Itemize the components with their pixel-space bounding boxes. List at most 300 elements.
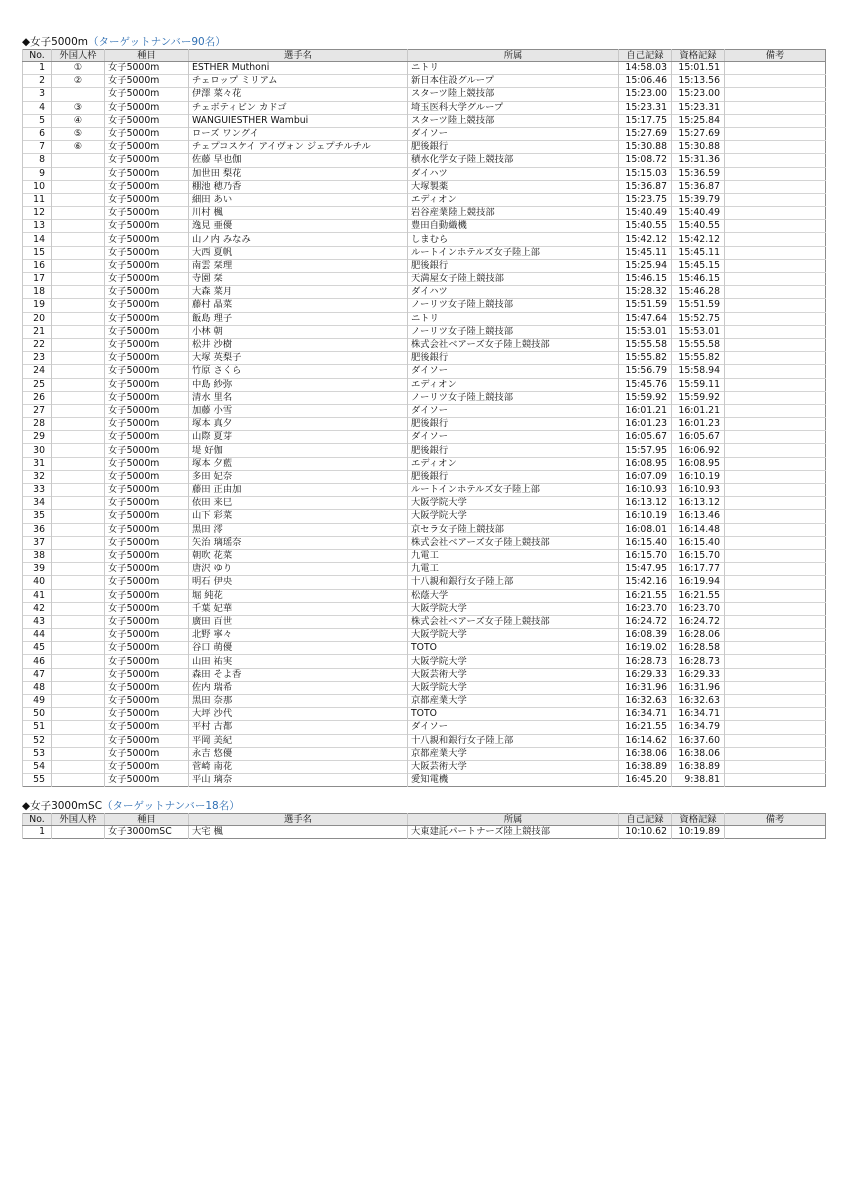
cell-athlete-name: ローズ ワングイ bbox=[189, 127, 408, 140]
cell-personal-best: 16:32.63 bbox=[619, 695, 672, 708]
cell-affiliation: 京セラ女子陸上競技部 bbox=[408, 523, 619, 536]
cell-event: 女子5000m bbox=[105, 655, 189, 668]
cell-qualifying-record: 15:45.11 bbox=[672, 246, 725, 259]
cell-qualifying-record: 16:13.46 bbox=[672, 510, 725, 523]
cell-affiliation: 大阪芸術大学 bbox=[408, 760, 619, 773]
table-body bbox=[23, 826, 826, 839]
cell-personal-best: 15:53.01 bbox=[619, 325, 672, 338]
cell-no: 39 bbox=[23, 563, 52, 576]
cell-event: 女子5000m bbox=[105, 549, 189, 562]
cell-athlete-name: 伊澤 菜々花 bbox=[189, 88, 408, 101]
cell-foreign-slot bbox=[52, 721, 105, 734]
cell-affiliation: ニトリ bbox=[408, 312, 619, 325]
table-row bbox=[23, 273, 826, 286]
cell-notes bbox=[725, 576, 826, 589]
table-row bbox=[23, 695, 826, 708]
cell-affiliation: スターツ陸上競技部 bbox=[408, 88, 619, 101]
table-row bbox=[23, 233, 826, 246]
cell-qualifying-record: 16:14.48 bbox=[672, 523, 725, 536]
cell-affiliation: 九電工 bbox=[408, 563, 619, 576]
cell-no: 1 bbox=[23, 62, 52, 75]
cell-athlete-name: 小林 朝 bbox=[189, 325, 408, 338]
table-row bbox=[23, 101, 826, 114]
cell-event: 女子5000m bbox=[105, 114, 189, 127]
cell-affiliation: ダイソー bbox=[408, 365, 619, 378]
cell-notes bbox=[725, 391, 826, 404]
cell-no: 20 bbox=[23, 312, 52, 325]
cell-affiliation: 大阪学院大学 bbox=[408, 602, 619, 615]
cell-foreign-slot bbox=[52, 615, 105, 628]
cell-event: 女子5000m bbox=[105, 681, 189, 694]
cell-notes bbox=[725, 207, 826, 220]
section-title bbox=[22, 36, 826, 49]
cell-event: 女子5000m bbox=[105, 497, 189, 510]
cell-personal-best: 16:21.55 bbox=[619, 589, 672, 602]
cell-event: 女子5000m bbox=[105, 523, 189, 536]
cell-event: 女子5000m bbox=[105, 127, 189, 140]
cell-athlete-name: 北野 寧々 bbox=[189, 629, 408, 642]
cell-athlete-name: 南雲 栞理 bbox=[189, 259, 408, 272]
cell-event: 女子5000m bbox=[105, 457, 189, 470]
table-row bbox=[23, 62, 826, 75]
cell-event: 女子5000m bbox=[105, 167, 189, 180]
table-row bbox=[23, 681, 826, 694]
cell-affiliation: ニトリ bbox=[408, 62, 619, 75]
cell-notes bbox=[725, 589, 826, 602]
cell-notes bbox=[725, 747, 826, 760]
cell-personal-best: 15:46.15 bbox=[619, 273, 672, 286]
cell-notes bbox=[725, 404, 826, 417]
cell-no: 2 bbox=[23, 75, 52, 88]
cell-foreign-slot: ⑤ bbox=[52, 127, 105, 140]
cell-event: 女子5000m bbox=[105, 62, 189, 75]
table-header-row bbox=[23, 50, 826, 62]
cell-event: 女子5000m bbox=[105, 760, 189, 773]
cell-athlete-name: 平村 古都 bbox=[189, 721, 408, 734]
table-row bbox=[23, 563, 826, 576]
cell-no: 54 bbox=[23, 760, 52, 773]
cell-qualifying-record: 16:38.89 bbox=[672, 760, 725, 773]
cell-affiliation: ダイソー bbox=[408, 431, 619, 444]
cell-event: 女子5000m bbox=[105, 141, 189, 154]
cell-personal-best: 15:51.59 bbox=[619, 299, 672, 312]
cell-qualifying-record: 15:13.56 bbox=[672, 75, 725, 88]
cell-athlete-name: 廣田 百世 bbox=[189, 615, 408, 628]
cell-event: 女子5000m bbox=[105, 325, 189, 338]
cell-notes bbox=[725, 668, 826, 681]
cell-qualifying-record: 16:13.12 bbox=[672, 497, 725, 510]
cell-no: 29 bbox=[23, 431, 52, 444]
cell-affiliation: 十八親和銀行女子陸上部 bbox=[408, 734, 619, 747]
cell-no: 46 bbox=[23, 655, 52, 668]
table-row bbox=[23, 576, 826, 589]
cell-personal-best: 16:23.70 bbox=[619, 602, 672, 615]
cell-affiliation: エディオン bbox=[408, 193, 619, 206]
cell-qualifying-record: 15:36.87 bbox=[672, 180, 725, 193]
cell-event: 女子5000m bbox=[105, 589, 189, 602]
cell-qualifying-record: 16:10.93 bbox=[672, 484, 725, 497]
cell-foreign-slot bbox=[52, 352, 105, 365]
cell-personal-best: 16:10.93 bbox=[619, 484, 672, 497]
cell-personal-best: 15:17.75 bbox=[619, 114, 672, 127]
cell-no: 1 bbox=[23, 826, 52, 839]
cell-event: 女子5000m bbox=[105, 365, 189, 378]
cell-personal-best: 15:36.87 bbox=[619, 180, 672, 193]
cell-affiliation: 九電工 bbox=[408, 549, 619, 562]
cell-athlete-name: 黒田 澪 bbox=[189, 523, 408, 536]
cell-athlete-name: 山田 祐実 bbox=[189, 655, 408, 668]
cell-no: 4 bbox=[23, 101, 52, 114]
cell-event: 女子5000m bbox=[105, 246, 189, 259]
cell-qualifying-record: 15:30.88 bbox=[672, 141, 725, 154]
target-number-note: （ターゲットナンバー90名） bbox=[88, 36, 226, 48]
cell-notes bbox=[725, 549, 826, 562]
cell-personal-best: 15:45.76 bbox=[619, 378, 672, 391]
cell-qualifying-record: 15:59.92 bbox=[672, 391, 725, 404]
cell-foreign-slot bbox=[52, 378, 105, 391]
table-row bbox=[23, 708, 826, 721]
table-row bbox=[23, 141, 826, 154]
cell-no: 42 bbox=[23, 602, 52, 615]
cell-event: 女子5000m bbox=[105, 259, 189, 272]
cell-qualifying-record: 16:10.19 bbox=[672, 470, 725, 483]
table-row bbox=[23, 378, 826, 391]
cell-personal-best: 16:01.23 bbox=[619, 418, 672, 431]
cell-qualifying-record: 15:59.11 bbox=[672, 378, 725, 391]
cell-foreign-slot bbox=[52, 418, 105, 431]
cell-qualifying-record: 15:58.94 bbox=[672, 365, 725, 378]
cell-affiliation: 肥後銀行 bbox=[408, 470, 619, 483]
cell-qualifying-record: 15:40.49 bbox=[672, 207, 725, 220]
cell-foreign-slot bbox=[52, 180, 105, 193]
cell-affiliation: ノーリツ女子陸上競技部 bbox=[408, 299, 619, 312]
cell-affiliation: 大阪学院大学 bbox=[408, 497, 619, 510]
table-row bbox=[23, 246, 826, 259]
cell-notes bbox=[725, 523, 826, 536]
cell-personal-best: 16:05.67 bbox=[619, 431, 672, 444]
cell-no: 33 bbox=[23, 484, 52, 497]
cell-foreign-slot bbox=[52, 563, 105, 576]
cell-affiliation: 大阪学院大学 bbox=[408, 681, 619, 694]
table-row bbox=[23, 88, 826, 101]
cell-affiliation: エディオン bbox=[408, 457, 619, 470]
cell-foreign-slot bbox=[52, 510, 105, 523]
cell-foreign-slot bbox=[52, 589, 105, 602]
cell-athlete-name: 塚本 真夕 bbox=[189, 418, 408, 431]
cell-no: 50 bbox=[23, 708, 52, 721]
table-row bbox=[23, 352, 826, 365]
cell-qualifying-record: 16:15.40 bbox=[672, 536, 725, 549]
cell-affiliation: 大東建託パートナーズ陸上競技部 bbox=[408, 826, 619, 839]
cell-no: 3 bbox=[23, 88, 52, 101]
cell-event: 女子5000m bbox=[105, 444, 189, 457]
cell-athlete-name: チェボティビン カドゴ bbox=[189, 101, 408, 114]
cell-foreign-slot bbox=[52, 273, 105, 286]
cell-notes bbox=[725, 484, 826, 497]
cell-qualifying-record: 16:08.95 bbox=[672, 457, 725, 470]
cell-personal-best: 16:21.55 bbox=[619, 721, 672, 734]
cell-foreign-slot: ③ bbox=[52, 101, 105, 114]
cell-notes bbox=[725, 312, 826, 325]
cell-foreign-slot bbox=[52, 523, 105, 536]
cell-personal-best: 15:42.12 bbox=[619, 233, 672, 246]
cell-athlete-name: 朝吹 花菜 bbox=[189, 549, 408, 562]
table-row bbox=[23, 536, 826, 549]
cell-foreign-slot bbox=[52, 233, 105, 246]
cell-notes bbox=[725, 193, 826, 206]
cell-notes bbox=[725, 75, 826, 88]
cell-personal-best: 15:59.92 bbox=[619, 391, 672, 404]
cell-affiliation: 肥後銀行 bbox=[408, 352, 619, 365]
header-foreign: 外国人枠 bbox=[52, 814, 105, 826]
cell-event: 女子5000m bbox=[105, 747, 189, 760]
cell-no: 48 bbox=[23, 681, 52, 694]
cell-notes bbox=[725, 101, 826, 114]
cell-no: 51 bbox=[23, 721, 52, 734]
cell-notes bbox=[725, 629, 826, 642]
cell-qualifying-record: 15:40.55 bbox=[672, 220, 725, 233]
cell-event: 女子5000m bbox=[105, 220, 189, 233]
cell-qualifying-record: 15:55.58 bbox=[672, 338, 725, 351]
cell-event: 女子5000m bbox=[105, 668, 189, 681]
cell-notes bbox=[725, 352, 826, 365]
cell-qualifying-record: 16:01.23 bbox=[672, 418, 725, 431]
cell-personal-best: 15:25.94 bbox=[619, 259, 672, 272]
cell-foreign-slot bbox=[52, 88, 105, 101]
cell-qualifying-record: 15:01.51 bbox=[672, 62, 725, 75]
table-row bbox=[23, 602, 826, 615]
cell-no: 14 bbox=[23, 233, 52, 246]
cell-qualifying-record: 16:06.92 bbox=[672, 444, 725, 457]
cell-personal-best: 16:10.19 bbox=[619, 510, 672, 523]
cell-personal-best: 15:08.72 bbox=[619, 154, 672, 167]
cell-qualifying-record: 16:38.06 bbox=[672, 747, 725, 760]
cell-no: 34 bbox=[23, 497, 52, 510]
cell-affiliation: 天満屋女子陸上競技部 bbox=[408, 273, 619, 286]
table-row bbox=[23, 325, 826, 338]
cell-no: 35 bbox=[23, 510, 52, 523]
cell-affiliation: しまむら bbox=[408, 233, 619, 246]
cell-event: 女子5000m bbox=[105, 101, 189, 114]
cell-qualifying-record: 16:01.21 bbox=[672, 404, 725, 417]
entry-table bbox=[22, 49, 826, 787]
cell-qualifying-record: 16:28.58 bbox=[672, 642, 725, 655]
cell-notes bbox=[725, 681, 826, 694]
cell-athlete-name: WANGUIESTHER Wambui bbox=[189, 114, 408, 127]
cell-event: 女子5000m bbox=[105, 431, 189, 444]
cell-no: 17 bbox=[23, 273, 52, 286]
cell-event: 女子5000m bbox=[105, 273, 189, 286]
cell-notes bbox=[725, 602, 826, 615]
cell-foreign-slot: ② bbox=[52, 75, 105, 88]
header-no: No. bbox=[23, 50, 52, 62]
cell-foreign-slot bbox=[52, 338, 105, 351]
cell-affiliation: ノーリツ女子陸上競技部 bbox=[408, 325, 619, 338]
cell-foreign-slot bbox=[52, 826, 105, 839]
table-row bbox=[23, 721, 826, 734]
cell-qualifying-record: 15:45.15 bbox=[672, 259, 725, 272]
cell-qualifying-record: 15:42.12 bbox=[672, 233, 725, 246]
cell-no: 26 bbox=[23, 391, 52, 404]
cell-event: 女子5000m bbox=[105, 75, 189, 88]
cell-athlete-name: 加藤 小雪 bbox=[189, 404, 408, 417]
cell-notes bbox=[725, 431, 826, 444]
table-row bbox=[23, 312, 826, 325]
table-row bbox=[23, 180, 826, 193]
table-row bbox=[23, 826, 826, 839]
table-row bbox=[23, 154, 826, 167]
cell-athlete-name: 藤村 晶菜 bbox=[189, 299, 408, 312]
cell-event: 女子5000m bbox=[105, 642, 189, 655]
table-body bbox=[23, 62, 826, 787]
cell-foreign-slot bbox=[52, 246, 105, 259]
cell-foreign-slot bbox=[52, 642, 105, 655]
cell-qualifying-record: 15:53.01 bbox=[672, 325, 725, 338]
cell-affiliation: ノーリツ女子陸上競技部 bbox=[408, 391, 619, 404]
header-no: No. bbox=[23, 814, 52, 826]
table-row bbox=[23, 365, 826, 378]
cell-foreign-slot bbox=[52, 497, 105, 510]
cell-affiliation: ルートインホテルズ女子陸上部 bbox=[408, 246, 619, 259]
cell-athlete-name: チェロップ ミリアム bbox=[189, 75, 408, 88]
cell-affiliation: 積水化学女子陸上競技部 bbox=[408, 154, 619, 167]
cell-personal-best: 15:55.58 bbox=[619, 338, 672, 351]
cell-event: 女子5000m bbox=[105, 484, 189, 497]
table-row bbox=[23, 391, 826, 404]
cell-athlete-name: 矢治 璃瑶奈 bbox=[189, 536, 408, 549]
cell-event: 女子5000m bbox=[105, 563, 189, 576]
table-row bbox=[23, 734, 826, 747]
cell-no: 45 bbox=[23, 642, 52, 655]
table-row bbox=[23, 286, 826, 299]
entry-table bbox=[22, 813, 826, 839]
cell-qualifying-record: 15:23.31 bbox=[672, 101, 725, 114]
target-number-note: （ターゲットナンバー18名） bbox=[102, 800, 240, 812]
cell-affiliation: ルートインホテルズ女子陸上部 bbox=[408, 484, 619, 497]
cell-athlete-name: 平岡 美紀 bbox=[189, 734, 408, 747]
cell-no: 18 bbox=[23, 286, 52, 299]
cell-event: 女子5000m bbox=[105, 721, 189, 734]
cell-athlete-name: 大坪 沙代 bbox=[189, 708, 408, 721]
cell-foreign-slot bbox=[52, 286, 105, 299]
cell-event: 女子5000m bbox=[105, 615, 189, 628]
cell-no: 22 bbox=[23, 338, 52, 351]
table-row bbox=[23, 668, 826, 681]
cell-personal-best: 15:40.49 bbox=[619, 207, 672, 220]
cell-qualifying-record: 16:05.67 bbox=[672, 431, 725, 444]
section-title-text: ◆女子5000m bbox=[22, 36, 89, 48]
cell-foreign-slot bbox=[52, 708, 105, 721]
cell-athlete-name: 中島 紗弥 bbox=[189, 378, 408, 391]
cell-no: 15 bbox=[23, 246, 52, 259]
cell-notes bbox=[725, 760, 826, 773]
table-row bbox=[23, 193, 826, 206]
cell-athlete-name: 逸見 亜優 bbox=[189, 220, 408, 233]
cell-event: 女子5000m bbox=[105, 536, 189, 549]
cell-foreign-slot bbox=[52, 259, 105, 272]
cell-personal-best: 16:19.02 bbox=[619, 642, 672, 655]
cell-no: 55 bbox=[23, 774, 52, 787]
table-row bbox=[23, 589, 826, 602]
cell-event: 女子5000m bbox=[105, 470, 189, 483]
cell-personal-best: 16:08.95 bbox=[619, 457, 672, 470]
cell-notes bbox=[725, 497, 826, 510]
cell-event: 女子5000m bbox=[105, 193, 189, 206]
cell-qualifying-record: 15:25.84 bbox=[672, 114, 725, 127]
cell-personal-best: 16:01.21 bbox=[619, 404, 672, 417]
cell-personal-best: 15:45.11 bbox=[619, 246, 672, 259]
cell-event: 女子5000m bbox=[105, 602, 189, 615]
cell-affiliation: 肥後銀行 bbox=[408, 259, 619, 272]
cell-athlete-name: 清水 里名 bbox=[189, 391, 408, 404]
cell-foreign-slot bbox=[52, 220, 105, 233]
cell-qualifying-record: 16:29.33 bbox=[672, 668, 725, 681]
cell-personal-best: 15:42.16 bbox=[619, 576, 672, 589]
cell-qualifying-record: 16:24.72 bbox=[672, 615, 725, 628]
section-women-5000m bbox=[22, 36, 826, 787]
cell-athlete-name: 多田 妃奈 bbox=[189, 470, 408, 483]
cell-event: 女子5000m bbox=[105, 352, 189, 365]
cell-affiliation: 大阪芸術大学 bbox=[408, 668, 619, 681]
cell-athlete-name: 松井 沙樹 bbox=[189, 338, 408, 351]
cell-personal-best: 16:08.39 bbox=[619, 629, 672, 642]
cell-no: 36 bbox=[23, 523, 52, 536]
cell-no: 47 bbox=[23, 668, 52, 681]
cell-athlete-name: 佐内 瑞希 bbox=[189, 681, 408, 694]
cell-no: 41 bbox=[23, 589, 52, 602]
cell-notes bbox=[725, 774, 826, 787]
cell-affiliation: 肥後銀行 bbox=[408, 444, 619, 457]
cell-event: 女子5000m bbox=[105, 286, 189, 299]
cell-affiliation: 肥後銀行 bbox=[408, 141, 619, 154]
section-title bbox=[22, 800, 826, 813]
cell-foreign-slot bbox=[52, 774, 105, 787]
cell-foreign-slot bbox=[52, 207, 105, 220]
cell-foreign-slot bbox=[52, 470, 105, 483]
cell-athlete-name: 唐沢 ゆり bbox=[189, 563, 408, 576]
cell-foreign-slot bbox=[52, 444, 105, 457]
cell-event: 女子5000m bbox=[105, 338, 189, 351]
table-row bbox=[23, 523, 826, 536]
cell-athlete-name: 依田 来巳 bbox=[189, 497, 408, 510]
cell-no: 21 bbox=[23, 325, 52, 338]
cell-notes bbox=[725, 695, 826, 708]
cell-personal-best: 16:08.01 bbox=[619, 523, 672, 536]
cell-notes bbox=[725, 721, 826, 734]
cell-qualifying-record: 15:36.59 bbox=[672, 167, 725, 180]
cell-athlete-name: 加世田 梨花 bbox=[189, 167, 408, 180]
cell-no: 9 bbox=[23, 167, 52, 180]
cell-no: 10 bbox=[23, 180, 52, 193]
cell-athlete-name: 堀 純花 bbox=[189, 589, 408, 602]
cell-qualifying-record: 16:21.55 bbox=[672, 589, 725, 602]
cell-foreign-slot bbox=[52, 536, 105, 549]
table-row bbox=[23, 338, 826, 351]
cell-affiliation: 肥後銀行 bbox=[408, 418, 619, 431]
cell-notes bbox=[725, 536, 826, 549]
header-qualifying-record: 資格記録 bbox=[672, 814, 725, 826]
header-event: 種目 bbox=[105, 814, 189, 826]
header-personal-best: 自己記録 bbox=[619, 814, 672, 826]
cell-affiliation: 株式会社ベアーズ女子陸上競技部 bbox=[408, 338, 619, 351]
cell-qualifying-record: 15:52.75 bbox=[672, 312, 725, 325]
cell-notes bbox=[725, 167, 826, 180]
cell-no: 37 bbox=[23, 536, 52, 549]
cell-notes bbox=[725, 220, 826, 233]
cell-athlete-name: 大塚 英梨子 bbox=[189, 352, 408, 365]
cell-athlete-name: 大西 夏帆 bbox=[189, 246, 408, 259]
cell-qualifying-record: 9:38.81 bbox=[672, 774, 725, 787]
